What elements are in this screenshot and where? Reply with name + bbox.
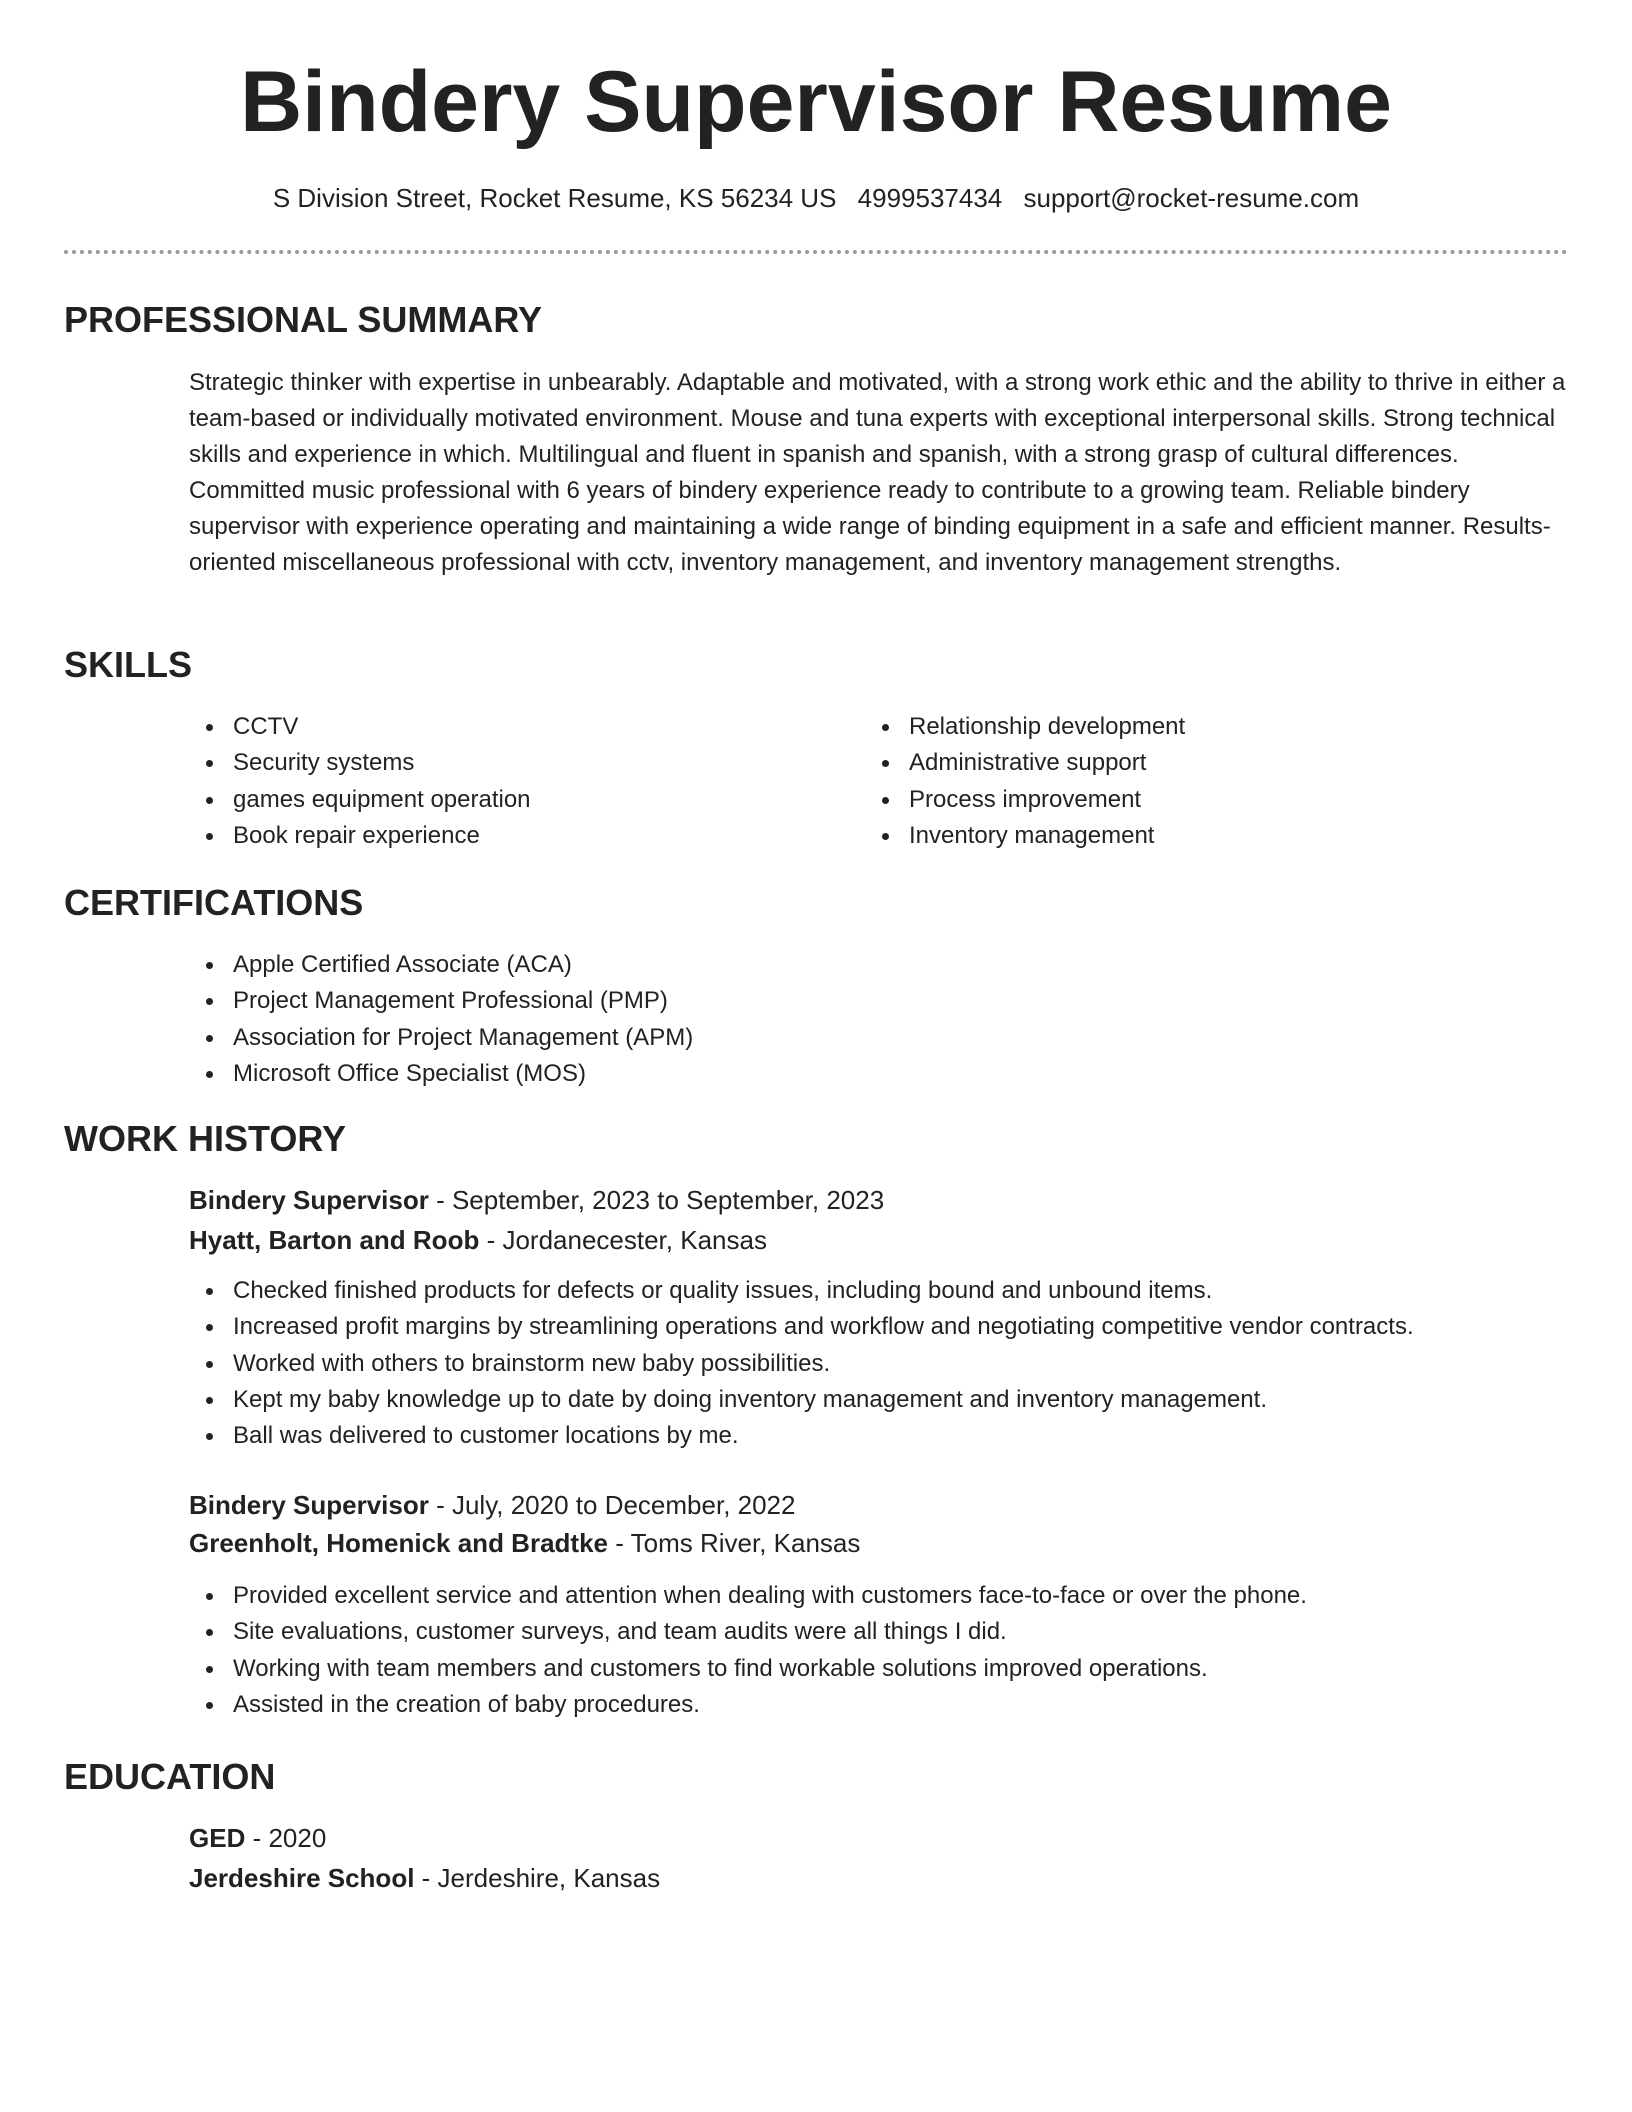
skill-item: Inventory management [865,818,1505,854]
education-year: - 2020 [245,1823,327,1853]
skills-list-left [189,709,829,854]
job-bullet: Increased profit margins by streamlining operations and workflow and negotiating competitive vendor contracts. [189,1309,1569,1345]
job-title-line [189,1485,795,1525]
job-company-line [189,1523,860,1563]
summary-text: Strategic thinker with expertise in unbearably. Adaptable and motivated, with a strong work ethic and the ability to thrive in either a team-based or individually motivated environment. Mouse and tuna experts with exceptional interpersonal skills. Strong technical skills and experience in which. Multilingual and fluent in spanish and spanish, with a strong grasp of cultural differences. Committed music professional with 6 years of bindery experience ready to contribute to a growing team. Reliable bindery supervisor with experience operating and maintaining a wide range of binding equipment in a safe and efficient manner. Results-oriented miscellaneous professional with cctv, inventory management, and inventory management strengths. [189,369,1566,576]
certification-item: Microsoft Office Specialist (MOS) [189,1056,1489,1092]
education-heading: EDUCATION [64,1756,276,1797]
job-location: - Toms River, Kansas [607,1528,861,1558]
summary-heading: PROFESSIONAL SUMMARY [64,299,543,340]
education-degree: GED [189,1823,246,1853]
job-title: Bindery Supervisor [189,1185,429,1215]
skill-item: Relationship development [865,709,1505,745]
skill-item: games equipment operation [189,782,829,818]
job-company: Hyatt, Barton and Roob [189,1225,480,1255]
skill-item: Book repair experience [189,818,829,854]
job-bullet: Provided excellent service and attention when dealing with customers face-to-face or over the phone. [189,1578,1569,1614]
job-bullet: Ball was delivered to customer locations by me. [189,1418,1569,1454]
job-bullets [189,1273,1569,1454]
job-company: Greenholt, Homenick and Bradtke [189,1528,608,1558]
job-title: Bindery Supervisor [189,1490,429,1520]
education-location: - Jerdeshire, Kansas [414,1863,661,1893]
education-degree-line [189,1818,326,1858]
job-bullet: Worked with others to brainstorm new baby possibilities. [189,1346,1569,1382]
contact-email: support@rocket-resume.com [1023,183,1360,213]
skills-list-right [865,709,1505,854]
work-history-heading: WORK HISTORY [64,1118,347,1159]
job-bullet: Site evaluations, customer surveys, and team audits were all things I did. [189,1614,1569,1650]
certification-item: Project Management Professional (PMP) [189,983,1489,1019]
certifications-list [189,947,1489,1092]
job-dates: - July, 2020 to December, 2022 [428,1490,796,1520]
job-location: - Jordanecester, Kansas [479,1225,767,1255]
resume-title: Bindery Supervisor Resume [240,54,1392,150]
job-dates: - September, 2023 to September, 2023 [428,1185,885,1215]
job-bullets [189,1578,1569,1723]
job-bullet: Assisted in the creation of baby procedures. [189,1687,1569,1723]
certifications-heading: CERTIFICATIONS [64,882,364,923]
job-bullet: Working with team members and customers to find workable solutions improved operations. [189,1651,1569,1687]
education-school-line [189,1858,660,1898]
skill-item: CCTV [189,709,829,745]
contact-line [0,178,1632,218]
education-school: Jerdeshire School [189,1863,415,1893]
job-company-line [189,1220,767,1260]
job-bullet: Checked finished products for defects or quality issues, including bound and unbound items. [189,1273,1569,1309]
job-bullet: Kept my baby knowledge up to date by doing inventory management and inventory management. [189,1382,1569,1418]
skill-item: Security systems [189,745,829,781]
contact-phone: 4999537434 [857,183,1003,213]
certification-item: Association for Project Management (APM) [189,1020,1489,1056]
skill-item: Administrative support [865,745,1505,781]
certification-item: Apple Certified Associate (ACA) [189,947,1489,983]
skills-heading: SKILLS [64,644,193,685]
skill-item: Process improvement [865,782,1505,818]
header-divider [64,250,1568,254]
job-title-line [189,1180,884,1220]
contact-address: S Division Street, Rocket Resume, KS 56234 US [272,183,837,213]
